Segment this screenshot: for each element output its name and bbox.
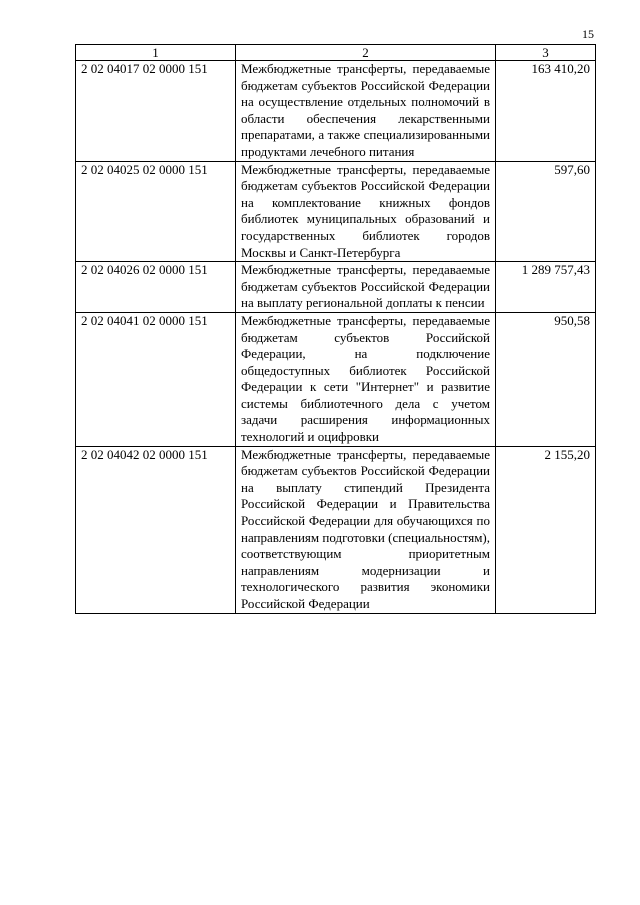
table-row bbox=[76, 312, 596, 446]
page-number: 15 bbox=[582, 27, 594, 41]
table-row bbox=[76, 446, 596, 613]
column-header-3: 3 bbox=[496, 45, 596, 61]
table-body bbox=[76, 61, 596, 614]
table-row bbox=[76, 161, 596, 262]
budget-code-cell: 2 02 04042 02 0000 151 bbox=[76, 446, 236, 613]
table-header bbox=[76, 45, 596, 61]
description-cell: Межбюджетные трансферты, передаваемые бюджетам субъектов Российской Федерации на выплату региональной доплаты к пенсии bbox=[236, 262, 496, 313]
budget-code-cell: 2 02 04017 02 0000 151 bbox=[76, 61, 236, 162]
amount-cell: 1 289 757,43 bbox=[496, 262, 596, 313]
description-cell: Межбюджетные трансферты, передаваемые бюджетам субъектов Российской Федерации на выплату стипендий Президента Российской Федерации и Правительства Российской Федерации для обучающихся по направлениям подготовки (специальностям), соответствующим приоритетным направлениям модернизации и технологического развития экономики Российской Федерации bbox=[236, 446, 496, 613]
column-header-1: 1 bbox=[76, 45, 236, 61]
column-header-2: 2 bbox=[236, 45, 496, 61]
amount-cell: 2 155,20 bbox=[496, 446, 596, 613]
budget-table bbox=[75, 44, 596, 614]
budget-code-cell: 2 02 04026 02 0000 151 bbox=[76, 262, 236, 313]
description-cell: Межбюджетные трансферты, передаваемые бюджетам субъектов Российской Федерации на осуществление отдельных полномочий в области обеспечения лекарственными препаратами, а также специализированными продуктами лечебного питания bbox=[236, 61, 496, 162]
description-cell: Межбюджетные трансферты, передаваемые бюджетам субъектов Российской Федерации на комплектование книжных фондов библиотек муниципальных образований и государственных библиотек городов Москвы и Санкт-Петербурга bbox=[236, 161, 496, 262]
budget-code-cell: 2 02 04041 02 0000 151 bbox=[76, 312, 236, 446]
budget-code-cell: 2 02 04025 02 0000 151 bbox=[76, 161, 236, 262]
amount-cell: 597,60 bbox=[496, 161, 596, 262]
amount-cell: 950,58 bbox=[496, 312, 596, 446]
table-row bbox=[76, 262, 596, 313]
amount-cell: 163 410,20 bbox=[496, 61, 596, 162]
description-cell: Межбюджетные трансферты, передаваемые бюджетам субъектов Российской Федерации, на подключение общедоступных библиотек Российской Федерации к сети "Интернет" и развитие системы библиотечного дела с учетом задачи расширения информационных технологий и оцифровки bbox=[236, 312, 496, 446]
header-row bbox=[76, 45, 596, 61]
table-row bbox=[76, 61, 596, 162]
